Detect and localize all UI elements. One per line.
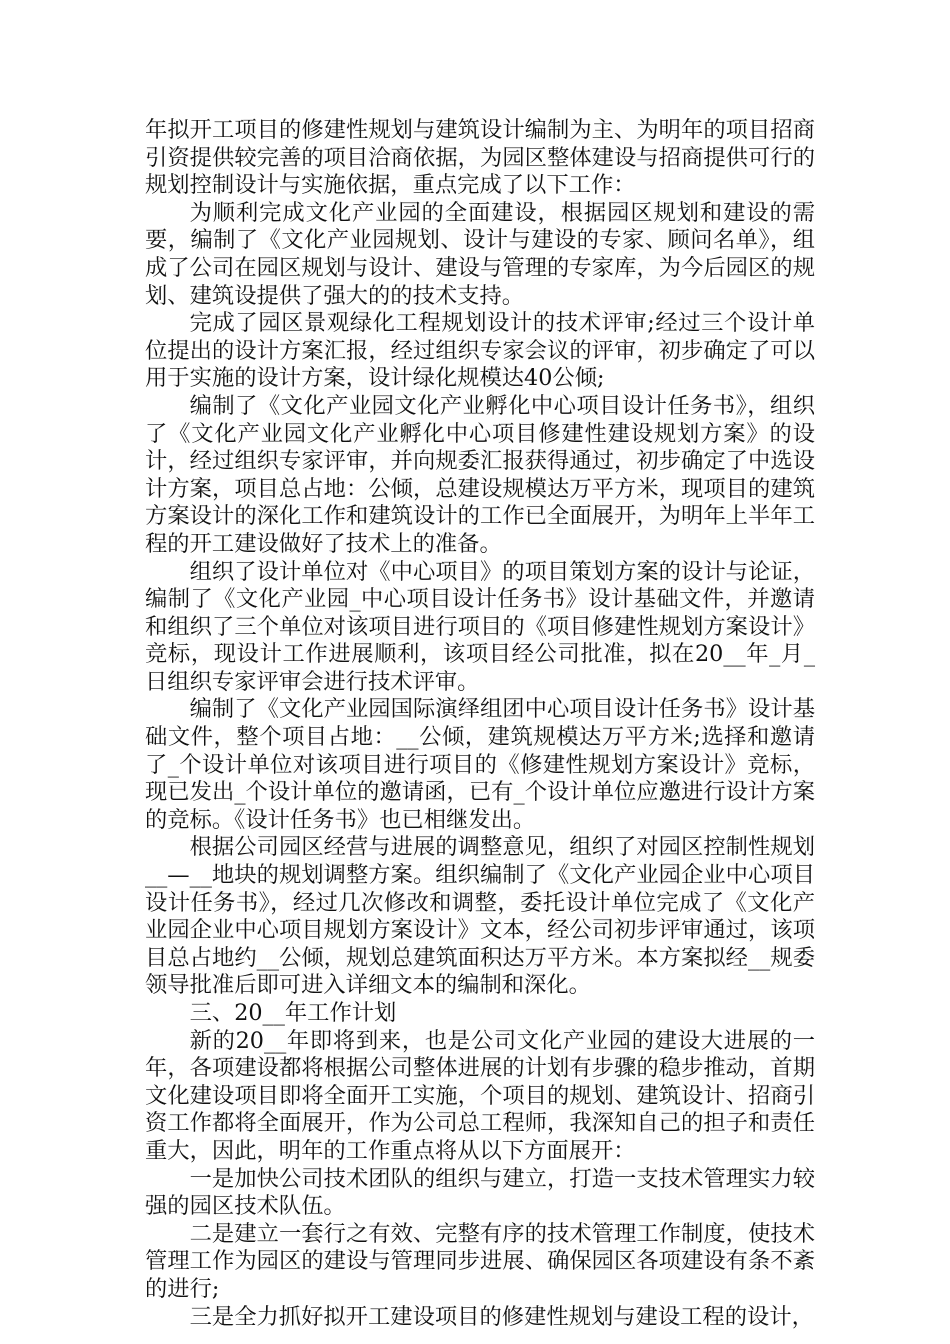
paragraph-incubator-project: 编制了《文化产业园文化产业孵化中心项目设计任务书》，组织了《文化产业园文化产业孵化中心项目修建性建设规划方案》的设计，经过组织专家评审，并向规委汇报获得通过，初步确定了中选设计方案，项目总占地：公倾，总建设规模达万平方米，现项目的建筑方案设计的深化工作和建筑设计的工作已全面展开，为明年上半年工程的开工建设做好了技术上的准备。	[145, 392, 815, 557]
paragraph-landscape-review: 完成了园区景观绿化工程规划设计的技术评审;经过三个设计单位提出的设计方案汇报，经过组织专家会议的评审，初步确定了可以用于实施的设计方案，设计绿化规模达40公倾;	[145, 310, 815, 392]
paragraph-intro: 年拟开工项目的修建性规划与建筑设计编制为主、为明年的项目招商引资提供较完善的项目洽商依据，为园区整体建设与招商提供可行的规划控制设计与实施依据，重点完成了以下工作：	[145, 117, 815, 199]
paragraph-plan-item-1: 一是加快公司技术团队的组织与建立，打造一支技术管理实力较强的园区技术队伍。	[145, 1165, 815, 1220]
paragraph-planning-adjustment: 根据公司园区经营与进展的调整意见，组织了对园区控制性规划__—__地块的规划调整方案。组织编制了《文化产业园企业中心项目设计任务书》，经过几次修改和调整，委托设计单位完成了《文化产业园企业中心项目规划方案设计》文本，经公司初步评审通过，该项目总占地约__公倾，规划总建筑面积达万平方米。本方案拟经__规委领导批准后即可进入详细文本的编制和深化。	[145, 834, 815, 999]
paragraph-center-project: 组织了设计单位对《中心项目》的项目策划方案的设计与论证，编制了《文化产业园_中心项目设计任务书》设计基础文件，并邀请和组织了三个单位对该项目进行项目的《项目修建性规划方案设计》竞标，现设计工作进展顺利，该项目经公司批准，拟在20__年_月_日组织专家评审会进行技术评审。	[145, 558, 815, 695]
section-heading-work-plan: 三、20__年工作计划	[189, 1000, 397, 1026]
paragraph-plan-item-2: 二是建立一套行之有效、完整有序的技术管理工作制度，使技术管理工作为园区的建设与管理同步进展、确保园区各项建设有条不紊的进行;	[145, 1220, 815, 1302]
document-body	[145, 117, 815, 1331]
paragraph-performance-center: 编制了《文化产业园国际演绎组团中心项目设计任务书》设计基础文件，整个项目占地：__公倾，建筑规模达万平方米;选择和邀请了_个设计单位对该项目进行项目的《修建性规划方案设计》竞标，现已发出_个设计单位的邀请函，已有_个设计单位应邀进行设计方案的竞标。《设计任务书》也已相继发出。	[145, 696, 815, 833]
paragraph-new-year: 新的20__年即将到来，也是公司文化产业园的建设大进展的一年，各项建设都将根据公司整体进展的计划有步骤的稳步推动，首期文化建设项目即将全面开工实施，个项目的规划、建筑设计、招商引资工作都将全面展开，作为公司总工程师，我深知自己的担子和责任重大，因此，明年的工作重点将从以下方面展开：	[145, 1027, 815, 1164]
paragraph-plan-item-3: 三是全力抓好拟开工建设项目的修建性规划与建设工程的设计，	[189, 1303, 814, 1330]
paragraph-expert-list: 为顺利完成文化产业园的全面建设，根据园区规划和建设的需要，编制了《文化产业园规划、设计与建设的专家、顾问名单》，组成了公司在园区规划与设计、建设与管理的专家库，为今后园区的规划、建筑设提供了强大的的技术支持。	[145, 199, 815, 309]
